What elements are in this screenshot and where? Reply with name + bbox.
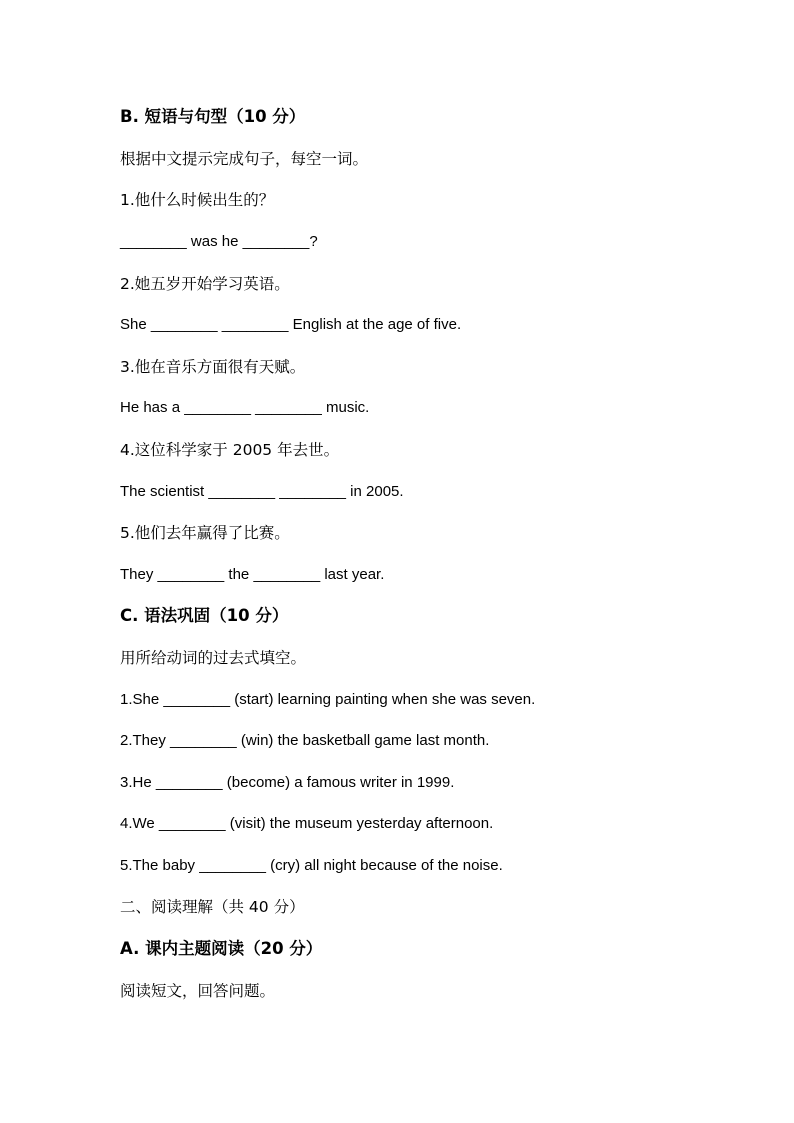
section-b-item-4-en: The scientist ________ ________ in 2005.: [120, 483, 404, 500]
section-c-item-4: 4.We ________ (visit) the museum yesterday afternoon.: [120, 815, 494, 832]
section-c-item-2: 2.They ________ (win) the basketball game last month.: [120, 732, 490, 749]
section-b-item-3-en: He has a ________ ________ music.: [120, 399, 370, 416]
section-b-item-1-cn: 1.他什么时候出生的？: [120, 191, 275, 209]
section-b-item-3-cn: 3.他在音乐方面很有天赋。: [120, 358, 306, 376]
section-a-heading: A. 课内主题阅读（20 分）: [120, 939, 323, 958]
part-two-heading: 二、阅读理解（共 40 分）: [120, 898, 305, 916]
section-c-instruction: 用所给动词的过去式填空。: [120, 649, 307, 667]
section-b-instruction: 根据中文提示完成句子，每空一词。: [120, 150, 369, 168]
section-b-item-2-en: She ________ ________ English at the age of five.: [120, 316, 462, 333]
section-b-item-2-cn: 2.她五岁开始学习英语。: [120, 275, 290, 293]
section-c-item-5: 5.The baby ________ (cry) all night because of the noise.: [120, 857, 503, 874]
section-c-item-1: 1.She ________ (start) learning painting when she was seven.: [120, 691, 536, 708]
section-a-instruction: 阅读短文，回答问题。: [120, 982, 276, 1000]
section-c-item-3: 3.He ________ (become) a famous writer in 1999.: [120, 774, 455, 791]
section-b-heading: B. 短语与句型（10 分）: [120, 107, 306, 126]
section-b-item-1-en: ________ was he ________?: [120, 233, 318, 250]
section-c-heading: C. 语法巩固（10 分）: [120, 606, 289, 625]
section-b-item-4-cn: 4.这位科学家于 2005 年去世。: [120, 441, 340, 459]
section-b-item-5-en: They ________ the ________ last year.: [120, 566, 385, 583]
section-b-item-5-cn: 5.他们去年赢得了比赛。: [120, 524, 290, 542]
